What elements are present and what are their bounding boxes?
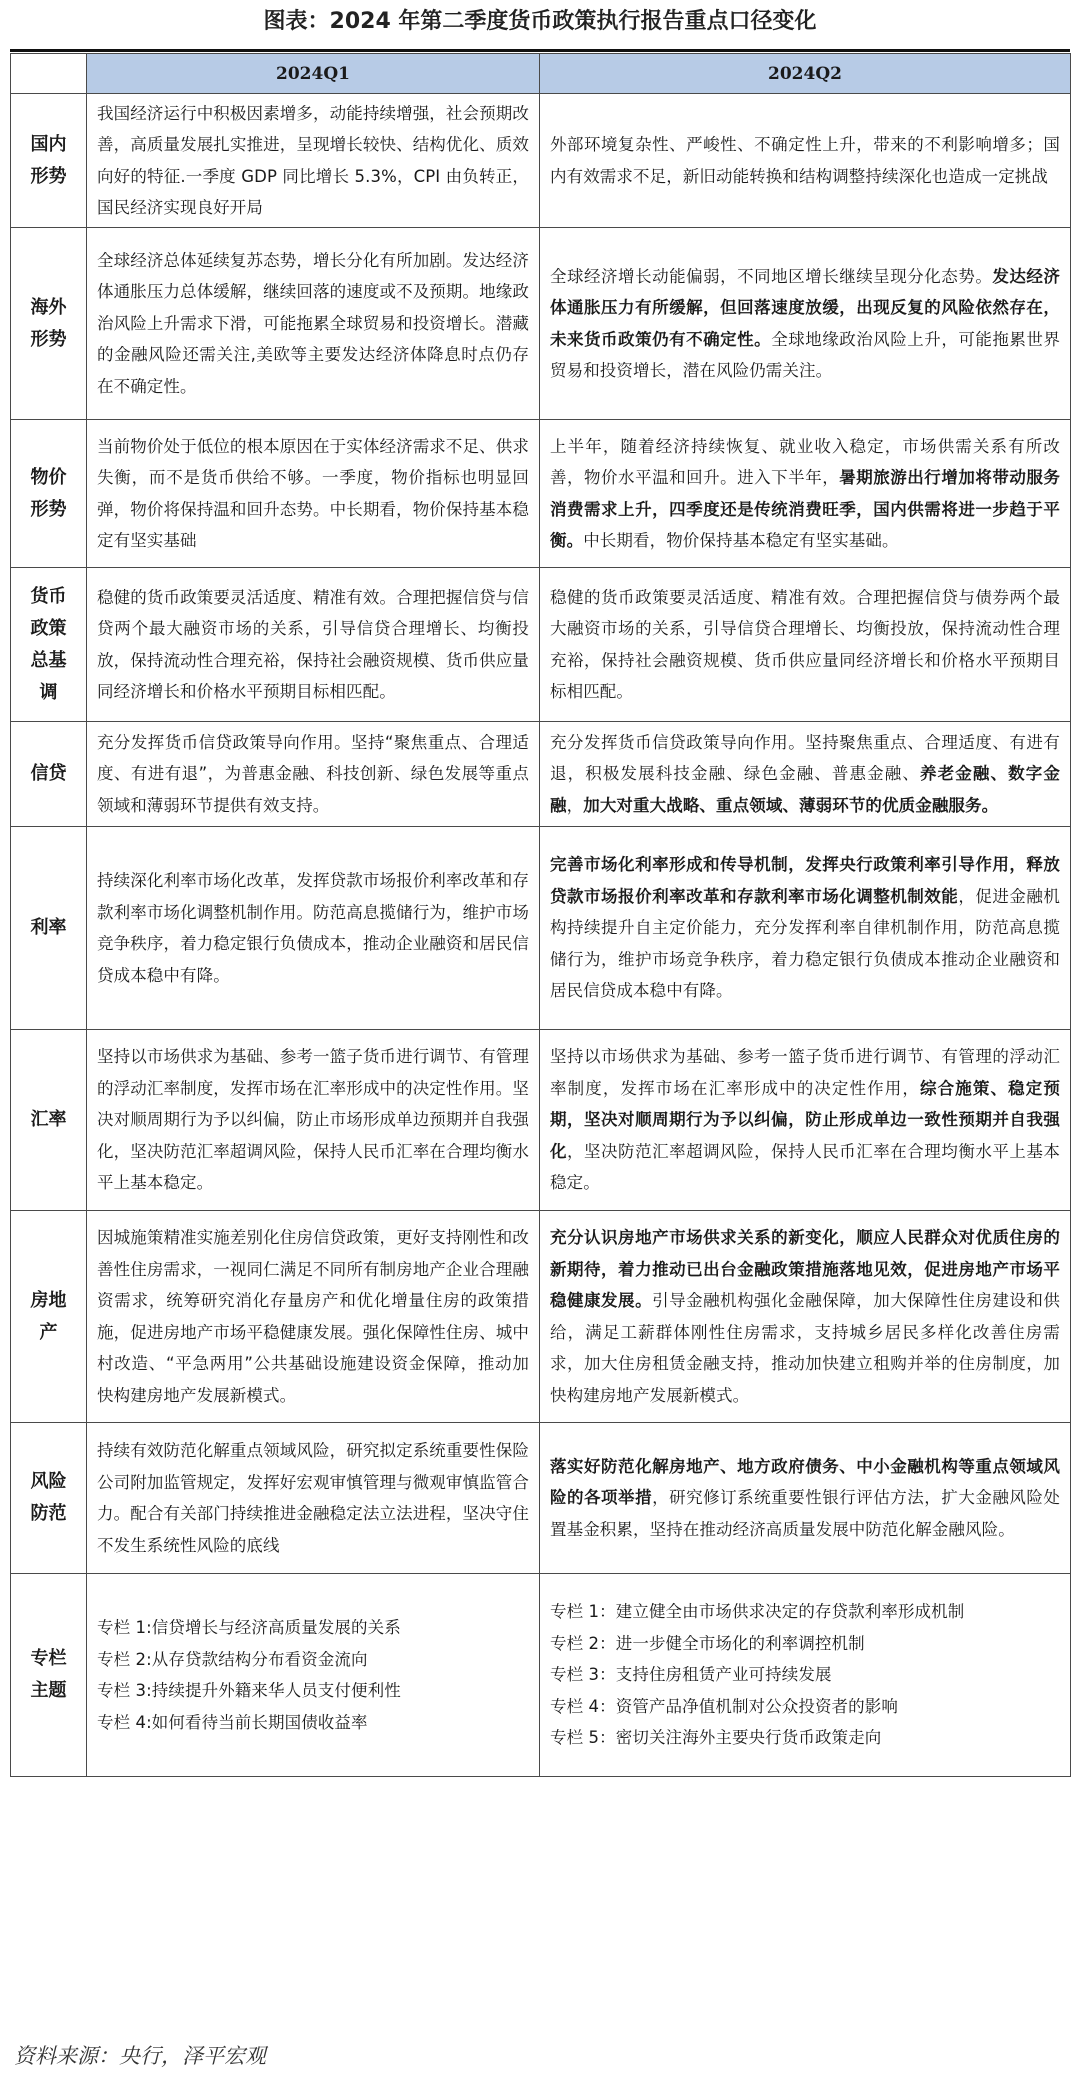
header-corner — [11, 54, 87, 94]
cell-text: 稳健的货币政策要灵活适度、精准有效。合理把握信贷与信贷两个最大融资市场的关系，引导信贷合理增长、均衡投放，保持流动性合理充裕，保持社会融资规模、货币供应量同经济增长和价格水平预期目标相匹配。 — [97, 587, 529, 701]
title-rule — [10, 49, 1070, 52]
table-row — [11, 722, 1071, 827]
column-topic-item: 专栏 3:持续提升外籍来华人员支付便利性 — [97, 1681, 401, 1700]
cell-text: 全球经济总体延续复苏态势，增长分化有所加剧。发达经济体通胀压力总体缓解，继续回落的速度或不及预期。地缘政治风险上升需求下滑，可能拖累全球贸易和投资增长。潜藏的金融风险还需关注,美欧等主要发达经济体降息时点仍存在不确定性。 — [97, 250, 529, 396]
cell-text: 我国经济运行中积极因素增多，动能持续增强，社会预期改善，高质量发展扎实推进，呈现增长较快、结构优化、质效向好的特征.一季度 GDP 同比增长 5.3%，CPI 由负转正，国民经济实现良好开局 — [97, 103, 529, 217]
row-label-text: 海外形势 — [30, 296, 67, 350]
table-row — [11, 827, 1071, 1030]
cell-2024q2 — [540, 568, 1071, 722]
row-label-text: 风险防范 — [30, 1471, 67, 1524]
column-topic-item: 专栏 1:信贷增长与经济高质量发展的关系 — [97, 1618, 401, 1637]
cell-text: 坚持以市场供求为基础、参考一篮子货币进行调节、有管理的浮动汇率制度，发挥市场在汇率形成中的决定性作用， — [550, 1047, 1060, 1098]
table-row — [11, 1574, 1071, 1777]
cell-text: 持续有效防范化解重点领域风险，研究拟定系统重要性保险公司附加监管规定，发挥好宏观审慎管理与微观审慎监管合力。配合有关部门持续推进金融稳定法立法进程，坚决守住不发生系统性风险的底线 — [97, 1441, 529, 1555]
cell-2024q1 — [87, 827, 540, 1030]
row-label-text: 信贷 — [30, 763, 67, 784]
header-2024q1: 2024Q1 — [87, 54, 540, 94]
emphasized-text: 综合施策、稳定预期，坚决对顺周期行为予以纠偏，防止形成单边一致性预期并自我强化 — [550, 1078, 1060, 1161]
column-topic-item: 专栏 4：资管产品净值机制对公众投资者的影响 — [550, 1696, 898, 1716]
table-row — [11, 228, 1071, 420]
row-label-text: 国内形势 — [30, 133, 67, 187]
cell-text: ，坚决防范汇率超调风险，保持人民币汇率在合理均衡水平上基本稳定。 — [550, 1141, 1060, 1193]
table-row — [11, 1423, 1071, 1574]
row-label-text: 房地产 — [30, 1289, 67, 1343]
emphasized-text: 暑期旅游出行增加将带动服务消费需求上升，四季度还是传统消费旺季，国内供需将进一步趋于平衡。 — [550, 468, 1060, 550]
row-label — [11, 94, 87, 228]
cell-text: 全球经济增长动能偏弱，不同地区增长继续呈现分化态势。 — [550, 266, 993, 286]
table-row — [11, 1211, 1071, 1423]
cell-text: ，研究修订系统重要性银行评估方法，扩大金融风险处置基金积累，坚持在推动经济高质量发展中防范化解金融风险。 — [550, 1488, 1060, 1539]
cell-2024q2 — [540, 722, 1071, 827]
cell-2024q2 — [540, 1211, 1071, 1423]
cell-text: ， — [566, 795, 584, 815]
cell-2024q1 — [87, 228, 540, 420]
column-topic-item: 专栏 2：进一步健全市场化的利率调控机制 — [550, 1633, 865, 1653]
row-label — [11, 722, 87, 827]
cell-text: ，促进金融机构持续提升自主定价能力，充分发挥利率自律机制作用，防范高息揽储行为，维护市场竞争秩序，着力稳定银行负债成本推动企业融资和居民信贷成本稳中有降。 — [550, 886, 1060, 1001]
cell-text: 引导金融机构强化金融保障，加大保障性住房建设和供给，满足工薪群体刚性住房需求，支持城乡居民多样化改善住房需求，加大住房租赁金融支持，推动加快建立租购并举的住房制度，加快构建房地产发展新模式。 — [550, 1291, 1060, 1405]
cell-text: 充分发挥货币信贷政策导向作用。坚持“聚焦重点、合理适度、有进有退”，为普惠金融、科技创新、绿色发展等重点领域和薄弱环节提供有效支持。 — [97, 732, 529, 815]
header-2024q2: 2024Q2 — [540, 54, 1071, 94]
table-row — [11, 420, 1071, 568]
cell-text: 充分发挥货币信贷政策导向作用。坚持聚焦重点、合理适度、有进有退，积极发展科技金融、绿色金融、普惠金融、 — [550, 732, 1060, 784]
cell-2024q2 — [540, 1030, 1071, 1211]
emphasized-text: 完善市场化利率形成和传导机制，发挥央行政策利率引导作用，释放贷款市场报价利率改革和存款利率市场化调整机制效能 — [550, 855, 1060, 906]
row-label — [11, 1423, 87, 1574]
cell-text: 上半年，随着经济持续恢复、就业收入稳定，市场供需关系有所改善，物价水平温和回升。进入下半年， — [550, 436, 1060, 487]
row-label-text: 物价形势 — [30, 466, 67, 520]
cell-text: 中长期看，物价保持基本稳定有坚实基础。 — [583, 531, 899, 550]
cell-2024q2 — [540, 827, 1071, 1030]
cell-2024q1 — [87, 94, 540, 228]
cell-2024q2 — [540, 1574, 1071, 1777]
cell-2024q2 — [540, 420, 1071, 568]
cell-text: 坚持以市场供求为基础、参考一篮子货币进行调节、有管理的浮动汇率制度，发挥市场在汇率形成中的决定性作用。坚决对顺周期行为予以纠偏，防止市场形成单边预期并自我强化，坚决防范汇率超调风险，保持人民币汇率在合理均衡水平上基本稳定。 — [97, 1047, 529, 1193]
row-label-text: 利率 — [30, 917, 67, 938]
policy-comparison-table — [10, 53, 1071, 1777]
cell-2024q1 — [87, 1423, 540, 1574]
table-row — [11, 568, 1071, 722]
cell-2024q1 — [87, 568, 540, 722]
column-topic-item: 专栏 1：建立健全由市场供求决定的存贷款利率形成机制 — [550, 1602, 965, 1622]
column-topic-item: 专栏 2:从存贷款结构分布看资金流向 — [97, 1649, 368, 1669]
column-topic-item: 专栏 3：支持住房租赁产业可持续发展 — [550, 1665, 832, 1685]
column-topic-item: 专栏 5：密切关注海外主要央行货币政策走向 — [550, 1728, 882, 1748]
row-label-text: 货币政策总基调 — [30, 585, 67, 703]
row-label — [11, 827, 87, 1030]
header-row — [11, 54, 1071, 94]
cell-2024q2 — [540, 1423, 1071, 1574]
row-label-text: 专栏主题 — [30, 1648, 67, 1701]
column-topic-item: 专栏 4:如何看待当前长期国债收益率 — [97, 1712, 368, 1732]
cell-text: 全球地缘政治风险上升，可能拖累世界贸易和投资增长，潜在风险仍需关注。 — [550, 329, 1060, 380]
cell-2024q2 — [540, 94, 1071, 228]
cell-text: 稳健的货币政策要灵活适度、精准有效。合理把握信贷与债券两个最大融资市场的关系，引导信贷合理增长、均衡投放，保持流动性合理充裕，保持社会融资规模、货币供应量同经济增长和价格水平预期目标相匹配。 — [550, 587, 1060, 701]
cell-2024q1 — [87, 722, 540, 827]
row-label — [11, 420, 87, 568]
emphasized-text: 加大对重大战略、重点领域、薄弱环节的优质金融服务。 — [583, 795, 999, 815]
cell-2024q1 — [87, 420, 540, 568]
row-label — [11, 568, 87, 722]
table-row — [11, 94, 1071, 228]
cell-2024q1 — [87, 1030, 540, 1211]
row-label — [11, 1574, 87, 1777]
cell-text: 因城施策精准实施差别化住房信贷政策，更好支持刚性和改善性住房需求，一视同仁满足不同所有制房地产企业合理融资需求，统筹研究消化存量房产和优化增量住房的政策措施，促进房地产市场平稳健康发展。强化保障性住房、城中村改造、“平急两用”公共基础设施建设资金保障，推动加快构建房地产发展新模式。 — [97, 1228, 529, 1405]
source-note: 资料来源：央行，泽平宏观 — [14, 2044, 266, 2068]
emphasized-text: 养老金融、数字金融 — [550, 764, 1060, 815]
emphasized-text: 落实好防范化解房地产、地方政府债务、中小金融机构等重点领域风险的各项举措 — [550, 1456, 1060, 1508]
cell-2024q1 — [87, 1574, 540, 1777]
emphasized-text: 发达经济体通胀压力有所缓解，但回落速度放缓，出现反复的风险依然存在，未来货币政策仍有不确定性。 — [550, 266, 1060, 349]
cell-text: 外部环境复杂性、严峻性、不确定性上升，带来的不利影响增多；国内有效需求不足，新旧动能转换和结构调整持续深化也造成一定挑战 — [550, 135, 1060, 186]
row-label — [11, 1211, 87, 1423]
table-title: 图表：2024 年第二季度货币政策执行报告重点口径变化 — [263, 9, 817, 34]
cell-text: 当前物价处于低位的根本原因在于实体经济需求不足、供求失衡，而不是货币供给不够。一季度，物价指标也明显回弹，物价将保持温和回升态势。中长期看，物价保持基本稳定有坚实基础 — [97, 436, 529, 550]
emphasized-text: 充分认识房地产市场供求关系的新变化，顺应人民群众对优质住房的新期待，着力推动已出台金融政策措施落地见效，促进房地产市场平稳健康发展。 — [550, 1228, 1060, 1310]
cell-text: 持续深化利率市场化改革，发挥贷款市场报价利率改革和存款利率市场化调整机制作用。防范高息揽储行为，维护市场竞争秩序，着力稳定银行负债成本，推动企业融资和居民信贷成本稳中有降。 — [97, 871, 529, 985]
cell-2024q2 — [540, 228, 1071, 420]
row-label — [11, 228, 87, 420]
table-row — [11, 1030, 1071, 1211]
row-label-text: 汇率 — [30, 1109, 67, 1130]
row-label — [11, 1030, 87, 1211]
cell-2024q1 — [87, 1211, 540, 1423]
